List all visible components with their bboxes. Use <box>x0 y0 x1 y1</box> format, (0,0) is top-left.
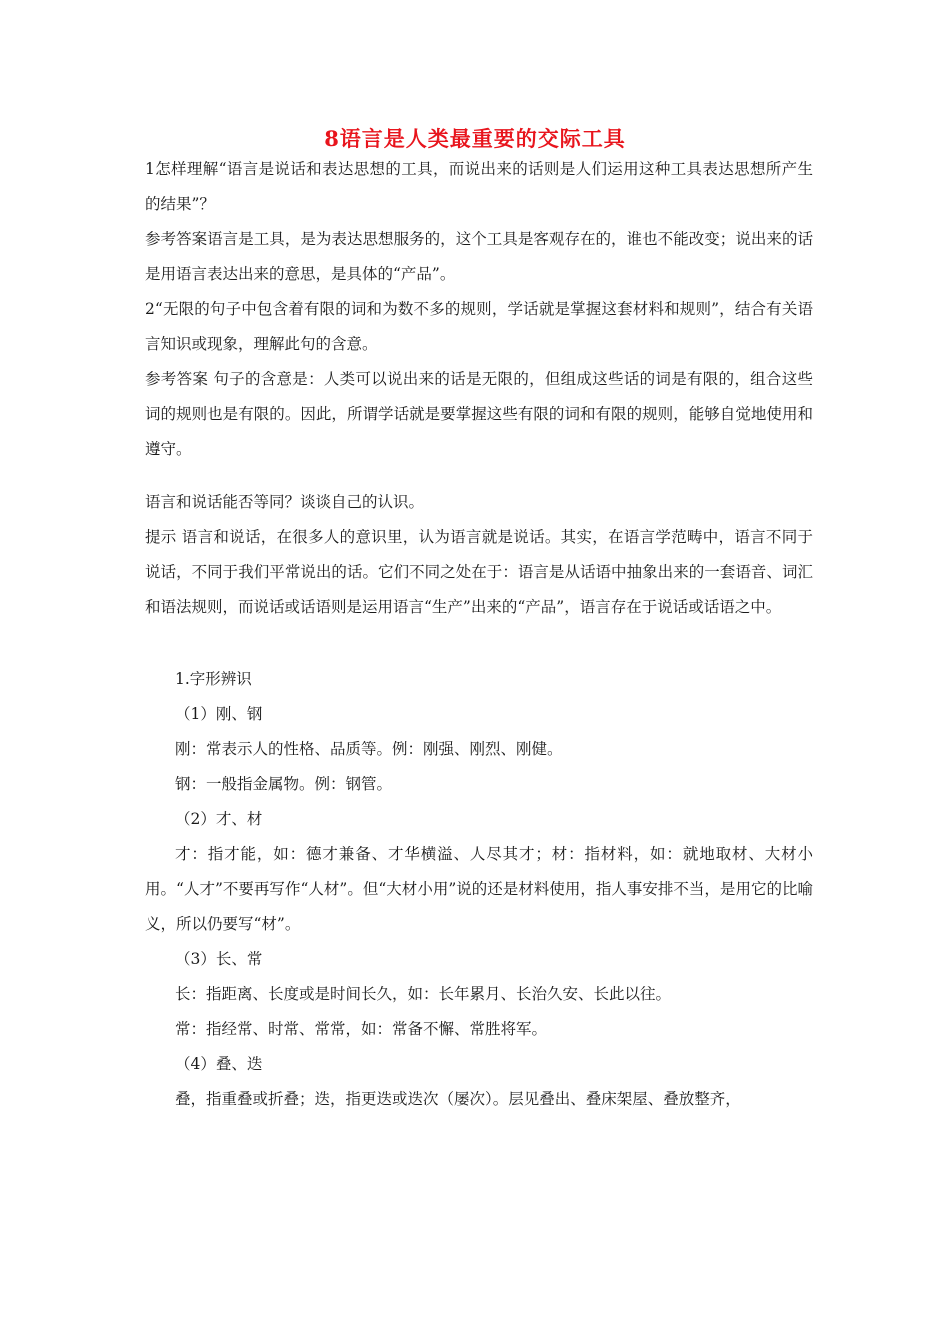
group-line: 钢：一般指金属物。例：钢管。 <box>175 775 393 793</box>
group-heading: （3）长、常 <box>175 950 263 968</box>
group-line: 刚：常表示人的性格、品质等。例：刚强、刚烈、刚健。 <box>175 740 563 758</box>
document-title: 8语言是人类最重要的交际工具 <box>324 126 626 151</box>
question-2: 2“无限的句子中包含着有限的词和为数不多的规则，学话就是掌握这套材料和规则”，结合有关语言知识或现象，理解此句的含意。 <box>145 300 813 353</box>
hint-paragraph: 提示 语言和说话，在很多人的意识里，认为语言就是说话。其实，在语言学范畴中，语言不同于说话，不同于我们平常说出的话。它们不同之处在于：语言是从话语中抽象出来的一套语音、词汇和语法规则，而说话或话语则是运用语言“生产”出来的“产品”，语言存在于说话或话语之中。 <box>145 528 813 616</box>
group-heading: （2）才、材 <box>175 810 263 828</box>
question-1: 1怎样理解“语言是说话和表达思想的工具，而说出来的话则是人们运用这种工具表达思想所产生的结果”？ <box>145 160 813 213</box>
answer-1: 参考答案语言是工具，是为表达思想服务的，这个工具是客观存在的，谁也不能改变；说出来的话是用语言表达出来的意思，是具体的“产品”。 <box>145 230 813 283</box>
group-line: 叠，指重叠或折叠；迭，指更迭或迭次（屡次）。层见叠出、叠床架屋、叠放整齐， <box>175 1090 741 1108</box>
answer-2: 参考答案 句子的含意是：人类可以说出来的话是无限的，但组成这些话的词是有限的，组合这些词的规则也是有限的。因此，所谓学话就是要掌握这些有限的词和有限的规则，能够自觉地使用和遵守。 <box>145 370 813 458</box>
group-line: 长：指距离、长度或是时间长久，如：长年累月、长治久安、长此以往。 <box>175 985 672 1003</box>
question-3: 语言和说话能否等同？谈谈自己的认识。 <box>145 493 425 511</box>
document-body <box>145 152 813 1117</box>
group-heading: （4）叠、迭 <box>175 1055 263 1073</box>
group-heading: （1）刚、钢 <box>175 705 263 723</box>
section-heading: 1.字形辨识 <box>175 670 252 688</box>
group-line: 常：指经常、时常、常常，如：常备不懈、常胜将军。 <box>175 1020 548 1038</box>
group-line: 才：指才能，如：德才兼备、才华横溢、人尽其才；材：指材料，如：就地取材、大材小用。“人才”不要再写作“人材”。但“大材小用”说的还是材料使用，指人事安排不当，是用它的比喻义，所以仍要写“材”。 <box>145 845 813 933</box>
